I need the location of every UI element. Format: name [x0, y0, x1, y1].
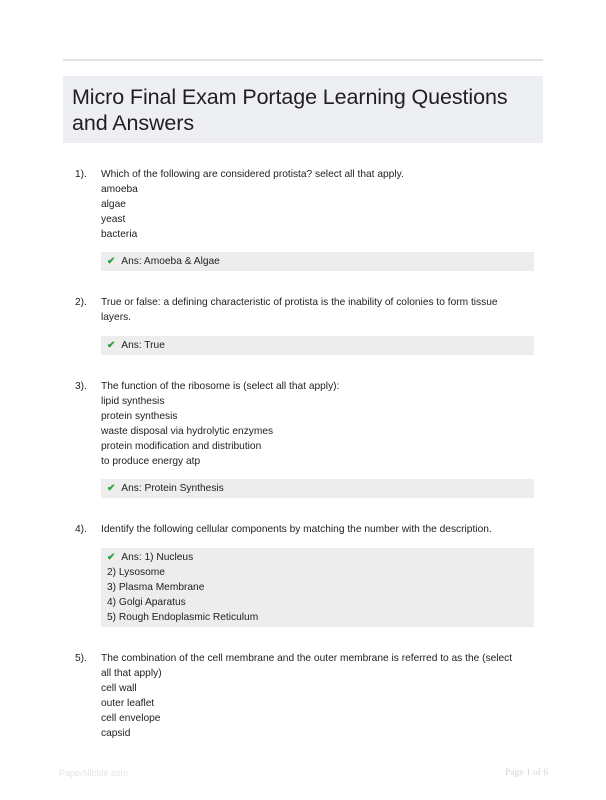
question-text: The function of the ribosome is (select all that apply):: [101, 381, 340, 392]
question-number: 4).: [75, 524, 87, 535]
question-number: 2).: [75, 297, 87, 308]
option: protein modification and distribution: [101, 441, 262, 452]
option: bacteria: [101, 229, 138, 240]
option: amoeba: [101, 184, 138, 195]
checkmark-icon: ✔: [107, 483, 116, 494]
answer-box-1: [101, 252, 534, 271]
option: yeast: [101, 214, 126, 225]
answer-text: Ans: Amoeba & Algae: [121, 256, 220, 267]
page-title: [72, 84, 533, 136]
answer-text: 4) Golgi Aparatus: [107, 597, 186, 608]
question-text-line-1: The combination of the cell membrane and the outer membrane is referred to as the (select: [101, 653, 513, 664]
question-number: 1).: [75, 169, 87, 180]
title-banner: [63, 76, 543, 143]
option: algae: [101, 199, 126, 210]
answer-text: Ans: 1) Nucleus: [121, 552, 194, 563]
checkmark-icon: ✔: [107, 552, 116, 563]
answer-text: 5) Rough Endoplasmic Reticulum: [107, 612, 259, 623]
question-number: 3).: [75, 381, 87, 392]
option: protein synthesis: [101, 411, 178, 422]
question-text: Identify the following cellular components by matching the number with the description.: [101, 524, 492, 535]
title-line-1: Micro Final Exam Portage Learning Questions: [72, 85, 508, 109]
question-text: Which of the following are considered protista? select all that apply.: [101, 169, 404, 180]
answer-text: Ans: True: [121, 340, 165, 351]
option: cell wall: [101, 683, 137, 694]
page-number: Page 1 of 6: [504, 768, 548, 778]
question-text-line-2: layers.: [101, 312, 132, 323]
footer-watermark: PaperNibble.com: [59, 768, 129, 778]
answer-text: Ans: Protein Synthesis: [121, 483, 224, 494]
answer-box-4: [101, 548, 534, 627]
answer-box-3: [101, 479, 534, 498]
checkmark-icon: ✔: [107, 256, 116, 267]
option: lipid synthesis: [101, 396, 165, 407]
option: waste disposal via hydrolytic enzymes: [101, 426, 274, 437]
option: capsid: [101, 728, 131, 739]
question-number: 5).: [75, 653, 87, 664]
option: outer leaflet: [101, 698, 155, 709]
checkmark-icon: ✔: [107, 340, 116, 351]
option: to produce energy atp: [101, 456, 201, 467]
top-divider: [63, 59, 543, 61]
title-line-2: and Answers: [72, 111, 195, 135]
answer-box-2: [101, 336, 534, 355]
question-text-line-1: True or false: a defining characteristic of protista is the inability of colonies to form tissue: [101, 297, 498, 308]
answer-text: 3) Plasma Membrane: [107, 582, 205, 593]
answer-text: 2) Lysosome: [107, 567, 165, 578]
option: cell envelope: [101, 713, 161, 724]
question-text-line-2: all that apply): [101, 668, 162, 679]
